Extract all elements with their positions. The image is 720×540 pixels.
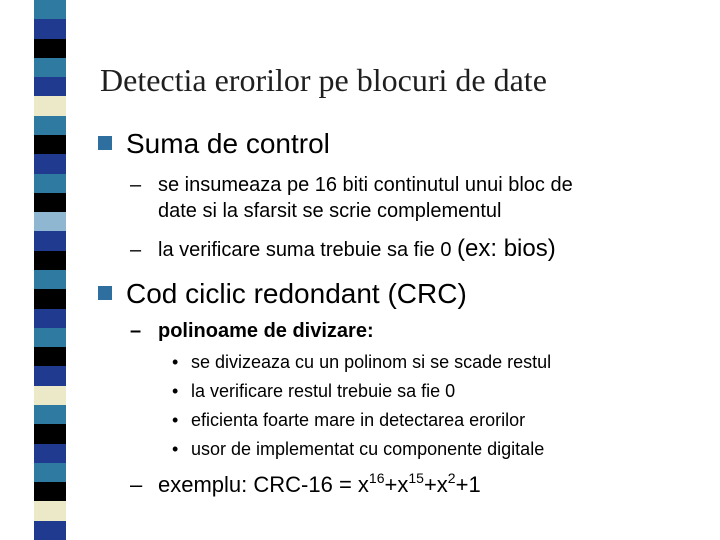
dash-icon: – [130,320,142,342]
stripe-square [34,289,66,309]
stripe-square [34,154,66,174]
subitem-polinoame [130,318,374,344]
stripe-square [34,135,66,155]
detail-text: usor de implementat cu componente digitale [191,439,545,459]
example-prefix: exemplu: CRC-16 = x [158,472,369,497]
dash-icon: – [130,174,142,196]
stripe-square [34,193,66,213]
stripe-square [34,347,66,367]
exponent: 16 [368,470,385,486]
stripe-square [34,0,66,20]
dot-bullet-icon: • [172,439,179,459]
stripe-square [34,424,66,444]
detail-text: se divizeaza cu un polinom si se scade restul [191,352,552,372]
stripe-square [34,77,66,97]
stripe-square [34,405,66,425]
stripe-square [34,174,66,194]
subitem-insumeaza [130,172,573,224]
bullet-crc [98,278,467,310]
stripe-square [34,309,66,329]
subitem-line2: date si la sfarsit se scrie complementul [158,200,502,222]
stripe-square [34,501,66,521]
stripe-square [34,39,66,59]
stripe-square [34,96,66,116]
bullet-text: Suma de control [126,128,330,159]
subitem-verificare [130,236,556,263]
example-term: +x [423,472,448,497]
dot-bullet-icon: • [172,352,179,372]
example-term: +x [384,472,409,497]
subitem-line1: se insumeaza pe 16 biti continutul unui bloc de [158,174,573,196]
square-bullet-icon [98,136,112,150]
stripe-square [34,521,66,540]
stripe-square [34,386,66,406]
stripe-square [34,251,66,271]
bullet-text: Cod ciclic redondant (CRC) [126,278,467,309]
stripe-square [34,116,66,136]
detail-text: eficienta foarte mare in detectarea erorilor [191,410,526,430]
bullet-suma-de-control [98,128,330,160]
square-bullet-icon [98,286,112,300]
subitem-extra: (ex: bios) [457,235,556,262]
detail-bullet [172,439,544,460]
stripe-square [34,58,66,78]
dash-icon: – [130,239,142,261]
stripe-square [34,19,66,39]
subitem-text: la verificare suma trebuie sa fie 0 [158,239,458,261]
stripe-square [34,444,66,464]
detail-text: la verificare restul trebuie sa fie 0 [191,381,456,401]
stripe-square [34,231,66,251]
example-term: +1 [455,472,481,497]
slide-title: Detectia erorilor pe blocuri de date [100,62,547,98]
exponent: 15 [408,470,424,486]
stripe-square [34,212,66,232]
stripe-square [34,482,66,502]
dash-icon: – [130,472,143,497]
subitem-exemplu [130,472,481,498]
exponent: 2 [447,470,456,486]
stripe-square [34,366,66,386]
detail-bullet [172,381,455,402]
stripe-square [34,328,66,348]
detail-bullet [172,410,525,431]
stripe-square [34,270,66,290]
decorative-stripe [0,0,66,540]
subitem-text: polinoame de divizare: [158,320,374,342]
dot-bullet-icon: • [172,381,179,401]
dot-bullet-icon: • [172,410,179,430]
detail-bullet [172,352,551,373]
stripe-square [34,463,66,483]
